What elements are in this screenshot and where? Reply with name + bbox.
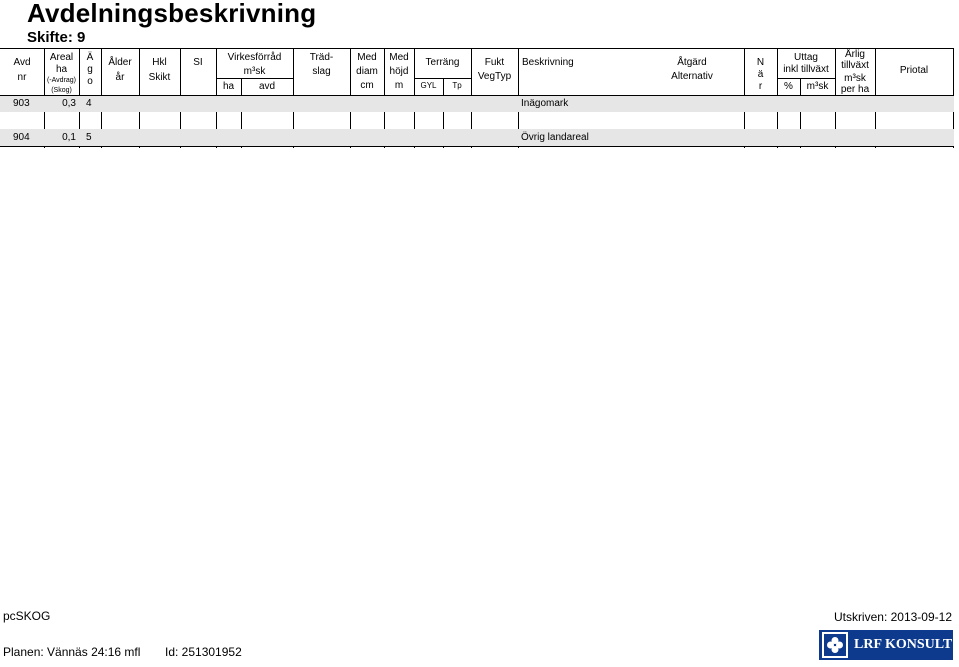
clover-icon	[822, 632, 848, 658]
header-virkesforrad: Virkesförråd m³sk	[227, 52, 282, 77]
header-tradslag: Träd- slag	[309, 52, 334, 77]
header-uttag-m3sk: m³sk	[806, 81, 829, 92]
cell-avd: 904	[13, 132, 30, 143]
header-uttag-pct: %	[784, 81, 793, 92]
cell-ago: 4	[86, 98, 92, 109]
cell-areal: 0,1	[62, 132, 76, 143]
lrf-konsult-logo	[819, 630, 953, 660]
header-beskrivning: Beskrivning	[522, 57, 574, 68]
header-fukt: Fukt VegTyp	[477, 57, 512, 82]
cell-avd: 903	[13, 98, 30, 109]
header-ago: Ä g o	[86, 52, 94, 87]
header-hkl: Hkl Skikt	[148, 57, 171, 83]
cell-areal: 0,3	[62, 98, 76, 109]
footer-printed-date: Utskriven: 2013-09-12	[833, 610, 952, 624]
header-uttag: Uttag inkl tillväxt	[783, 52, 829, 75]
footer-program: pcSKOG	[3, 609, 51, 623]
header-avd: Avd nr	[13, 57, 31, 83]
header-areal: Areal ha (-Avdrag) (Skog)	[46, 52, 77, 94]
row-band	[0, 129, 954, 146]
header-tp: Tp	[452, 81, 462, 90]
logo-text: LRF KONSULT	[854, 637, 953, 652]
header-arlig-tillvaxt: Årlig tillväxt m³sk per ha	[840, 49, 870, 95]
header-si: SI	[193, 57, 203, 68]
page-title: Avdelningsbeskrivning	[27, 0, 317, 28]
header-atgard: Åtgärd Alternativ	[671, 57, 713, 82]
header-alder: Ålder år	[108, 57, 132, 83]
header-virke-ha: ha	[222, 81, 235, 92]
cell-ago: 5	[86, 132, 92, 143]
table-bottom-line	[0, 146, 954, 147]
header-terrang: Terräng	[425, 57, 460, 68]
footer-plan-id: Id: 251301952	[165, 645, 242, 659]
header-gyl: GYL	[420, 81, 437, 90]
uttag-sub-line	[777, 78, 835, 79]
header-med-diam: Med diam cm	[356, 52, 378, 91]
header-nar: N ä r	[756, 57, 765, 92]
header-priotal: Priotal	[899, 65, 929, 76]
virke-sub-line	[217, 78, 293, 79]
header-med-hojd: Med höjd m	[389, 52, 409, 91]
header-top-line	[0, 48, 954, 49]
cell-beskrivning: Inägomark	[521, 98, 569, 109]
page-subtitle: Skifte: 9	[27, 29, 86, 46]
footer-plan-name: Planen: Vännäs 24:16 mfl	[3, 645, 141, 659]
row-band	[0, 96, 954, 112]
header-virke-avd: avd	[258, 81, 276, 92]
cell-beskrivning: Övrig landareal	[521, 132, 589, 143]
